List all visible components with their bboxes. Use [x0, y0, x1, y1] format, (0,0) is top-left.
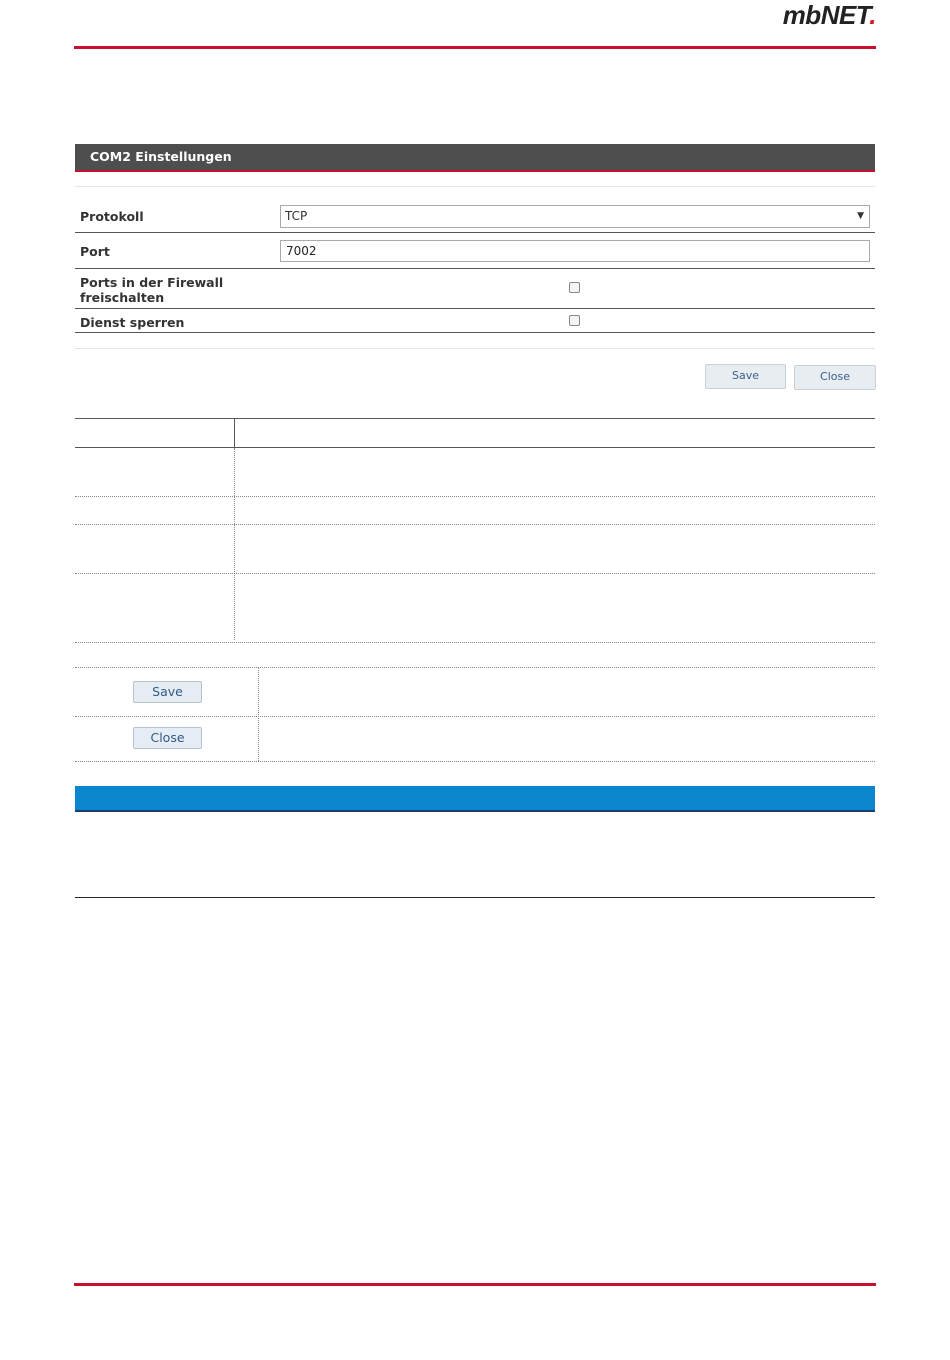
firewall-label: Ports in der Firewall freischalten [80, 275, 224, 305]
save-button[interactable]: Save [705, 364, 786, 389]
note-bottom-rule [75, 897, 875, 898]
firewall-checkbox[interactable] [569, 282, 580, 293]
table-top-rule [75, 418, 875, 419]
table-row [75, 642, 875, 643]
mbnet-logo: mbNET. [782, 0, 876, 30]
header-rule [74, 46, 876, 49]
table-row [75, 716, 875, 717]
divider [75, 348, 875, 349]
row-divider [75, 332, 875, 333]
close-button[interactable]: Close [794, 365, 876, 390]
protokoll-label: Protokoll [80, 209, 144, 224]
table-row [75, 667, 875, 668]
table-header-separator [234, 418, 235, 447]
chevron-down-icon: ▼ [857, 211, 864, 221]
note-header-bar [75, 786, 875, 812]
row-divider [75, 232, 875, 233]
table-column-separator [258, 667, 259, 761]
row-divider [75, 268, 875, 269]
footer-rule [74, 1283, 876, 1286]
table-column-separator [234, 448, 235, 640]
divider [75, 186, 875, 187]
table-row [75, 496, 875, 497]
table-row [75, 524, 875, 525]
dienst-sperren-label: Dienst sperren [80, 315, 185, 330]
table-header-rule [75, 447, 875, 448]
legend-close-button[interactable]: Close [133, 727, 202, 749]
dialog-title-bar [75, 144, 875, 172]
row-divider [75, 308, 875, 309]
legend-save-button[interactable]: Save [133, 681, 202, 703]
dienst-sperren-checkbox[interactable] [569, 315, 580, 326]
protokoll-select[interactable]: TCP ▼ [280, 205, 870, 228]
port-label: Port [80, 244, 110, 259]
table-row [75, 573, 875, 574]
table-row [75, 761, 875, 762]
port-input[interactable]: 7002 [280, 240, 870, 262]
dialog-title: COM2 Einstellungen [90, 149, 232, 164]
